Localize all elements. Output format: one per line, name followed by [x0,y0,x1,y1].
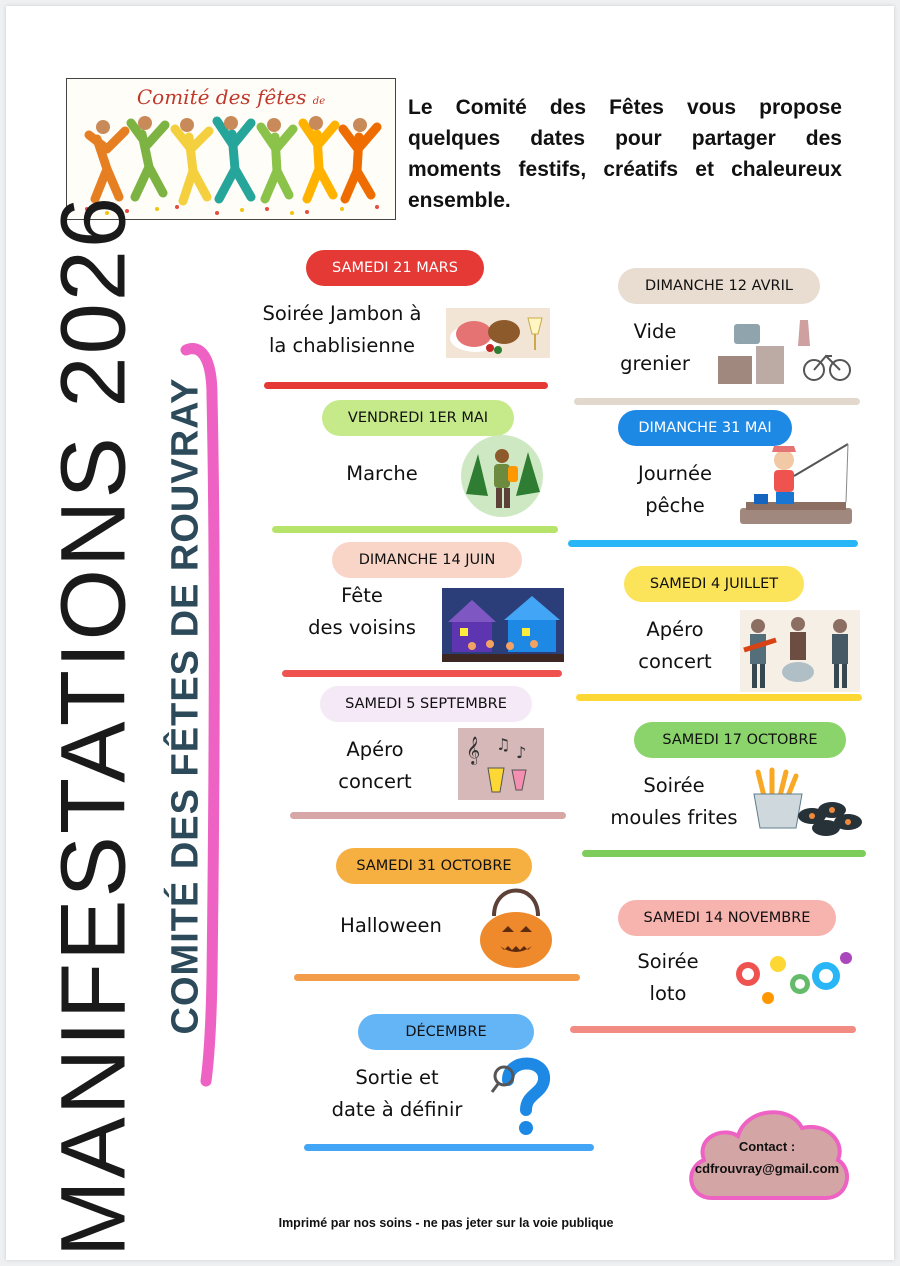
event-title: Vide grenier [620,320,690,375]
event-date-pill: SAMEDI 5 SEPTEMBRE [320,686,532,722]
event-title: Apéro concert [338,738,412,793]
event-title: Journée pêche [637,462,713,517]
event-underline [582,850,866,857]
svg-text:♪: ♪ [516,743,527,762]
music-cocktail-icon [458,728,544,800]
event-date-pill: DIMANCHE 31 MAI [618,410,792,446]
flyer-sheet [6,6,894,1260]
event-title: Sortie et date à définir [331,1066,463,1121]
event-underline [570,1026,856,1033]
lotto-balls-icon [728,944,856,1010]
pumpkin-icon [476,878,556,970]
svg-text:♫: ♫ [496,735,511,754]
footer-note: Imprimé par nos soins - ne pas jeter sur la voie publique [278,1216,614,1230]
mussels-fries-icon [752,766,866,842]
event-title: Soirée moules frites [610,774,738,829]
band-icon [740,610,860,692]
event-date-pill: DÉCEMBRE [358,1014,534,1050]
event-date-pill: VENDREDI 1ER MAI [322,400,514,436]
event-date-pill: DIMANCHE 12 AVRIL [618,268,820,304]
svg-text:𝄞: 𝄞 [466,736,481,764]
event-title: Marche [346,462,418,485]
event-title: Soirée loto [637,950,699,1005]
fishing-icon [740,442,852,532]
intro-text: Le Comité des Fêtes vous propose quelques dates pour partager des moments festifs, créatifs et chaleureux ensemble. [408,96,842,212]
event-underline [282,670,562,677]
event-date-pill: DIMANCHE 14 JUIN [332,542,522,578]
page-subtitle: COMITÉ DES FÊTES DE ROUVRAY [164,377,207,1035]
contact-label: Contact : [738,1139,796,1154]
logo-title: Comité des fêtes de [136,85,326,109]
hiker-icon [456,434,548,518]
page-title: MANIFESTATIONS 2026 [42,194,145,1258]
neighbors-party-icon [442,588,564,662]
event-underline [272,526,558,533]
event-underline [290,812,566,819]
contact-text [682,1136,852,1180]
flea-market-icon [714,316,858,386]
event-date-pill: SAMEDI 21 MARS [306,250,484,286]
event-title: Apéro concert [638,618,712,673]
event-title: Fête des voisins [308,584,416,639]
event-title: Halloween [340,914,442,937]
ham-plate-icon [446,308,550,358]
contact-email[interactable]: cdfrouvray@gmail.com [694,1161,840,1176]
event-underline [294,974,580,981]
event-underline [568,540,858,547]
event-date-pill: SAMEDI 31 OCTOBRE [336,848,532,884]
event-date-pill: SAMEDI 17 OCTOBRE [634,722,846,758]
event-date-pill: SAMEDI 14 NOVEMBRE [618,900,836,936]
event-underline [264,382,548,389]
event-underline [576,694,862,701]
event-underline [574,398,860,405]
question-mark-icon [490,1054,554,1138]
event-underline [304,1144,594,1151]
event-date-pill: SAMEDI 4 JUILLET [624,566,804,602]
event-title: Soirée Jambon à la chablisienne [262,302,422,357]
contact-bubble [682,1098,852,1208]
